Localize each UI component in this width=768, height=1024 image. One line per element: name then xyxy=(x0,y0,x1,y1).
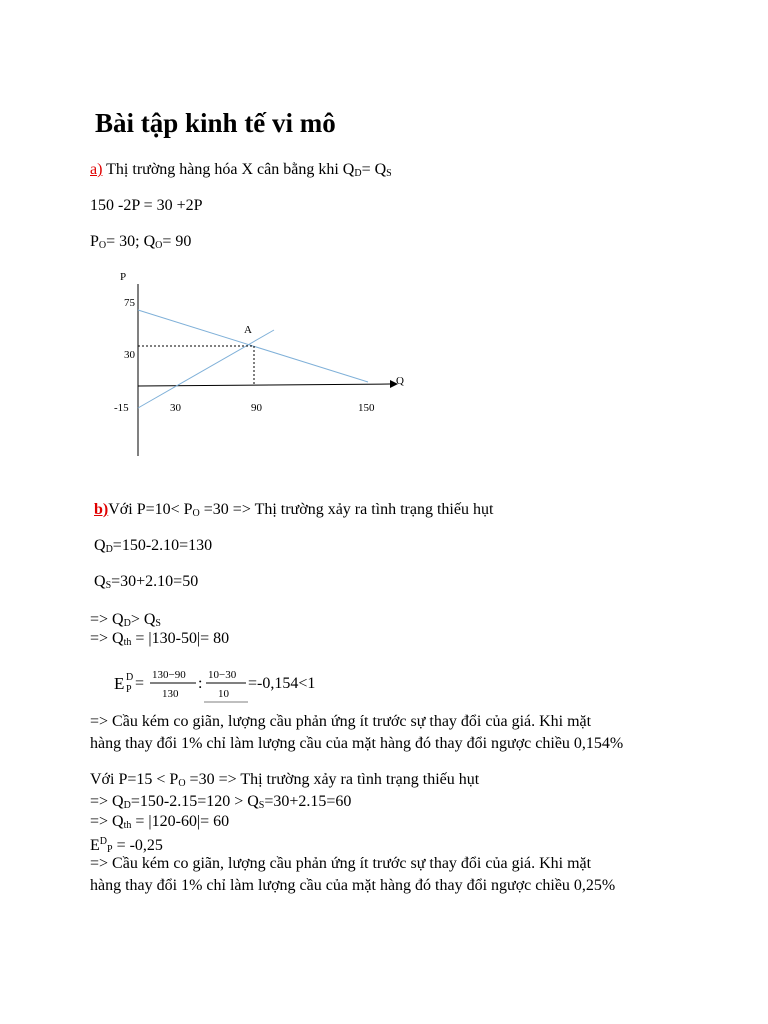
x-axis xyxy=(138,384,390,386)
part-a-label: a) xyxy=(90,161,103,178)
p15-line1: Với $P=15 < P_O =30$ => Thị trường xảy ra tình trạng thiếu hụt xyxy=(90,771,480,789)
part-b-line5: => $Q_{th} = |130-50|= 80$ xyxy=(90,630,230,648)
part-a-line: a) Thị trường hàng hóa X cân bằng khi $Q_D= Q_S$ xyxy=(90,161,392,179)
part-b-line3: $Q_S=30+2.10=50$ xyxy=(94,573,199,591)
page-title: Bài tập kinh tế vi mô xyxy=(95,108,336,138)
equilibrium-point-label: A xyxy=(244,324,252,336)
part-b-line1: b)Với $P=10< P_O =30$ => Thị trường xảy ra tình trạng thiếu hụt xyxy=(94,501,494,519)
supply-line xyxy=(138,330,274,408)
conclusion-2-line2: hàng thay đổi 1% chỉ làm lượng cầu của mặt hàng đó thay đổi ngược chiều 0,25% xyxy=(90,877,616,894)
y-axis-label: P xyxy=(120,271,127,283)
demand-line xyxy=(138,310,368,382)
supply-demand-graph xyxy=(110,264,410,464)
svg-text:=-0,154<1: =-0,154<1 xyxy=(248,675,316,692)
p15-line4: $E^D_P = -0,25$ xyxy=(90,836,163,855)
y-tick-neg15: -15 xyxy=(114,402,129,414)
p15-line2: => $Q_D=150-2.15=120 > Q_S=30+2.15=60$ xyxy=(90,793,352,811)
part-b-line4: => $Q_D> Q_S$ xyxy=(90,611,161,629)
conclusion-2-line1: => Cầu kém co giãn, lượng cầu phản ứng ít trước sự thay đổi của giá. Khi mặt xyxy=(90,855,592,872)
svg-text:P: P xyxy=(126,684,132,695)
part-b-line2: $Q_D=150-2.10=130$ xyxy=(94,537,213,555)
x-tick-30: 30 xyxy=(170,402,181,414)
svg-text:130: 130 xyxy=(162,688,179,700)
equation-line: 150 -2P = 30 +2P xyxy=(90,197,203,214)
conclusion-1-line1: => Cầu kém co giãn, lượng cầu phản ứng ít trước sự thay đổi của giá. Khi mặt xyxy=(90,713,592,730)
x-tick-150: 150 xyxy=(358,402,375,414)
svg-text:130−90: 130−90 xyxy=(152,669,186,681)
svg-text::: : xyxy=(198,675,203,692)
conclusion-1-line2: hàng thay đổi 1% chỉ làm lượng cầu của mặt hàng đó thay đổi ngược chiều 0,154% xyxy=(90,735,624,752)
x-axis-label: Q xyxy=(396,375,404,387)
p15-line3: => $Q_{th} = |120-60|= 60$ xyxy=(90,813,230,831)
equilibrium-line: $P_O= 30$; $Q_O= 90$ xyxy=(90,233,192,251)
x-tick-90: 90 xyxy=(251,402,262,414)
svg-text:E: E xyxy=(114,674,125,693)
svg-text:=: = xyxy=(135,675,145,692)
y-tick-30: 30 xyxy=(124,349,135,361)
y-tick-75: 75 xyxy=(124,297,135,309)
svg-text:D: D xyxy=(126,672,134,683)
part-b-label: b) xyxy=(94,501,109,518)
elasticity-formula xyxy=(112,665,342,705)
svg-text:10: 10 xyxy=(218,688,229,700)
svg-text:10−30: 10−30 xyxy=(208,669,237,681)
